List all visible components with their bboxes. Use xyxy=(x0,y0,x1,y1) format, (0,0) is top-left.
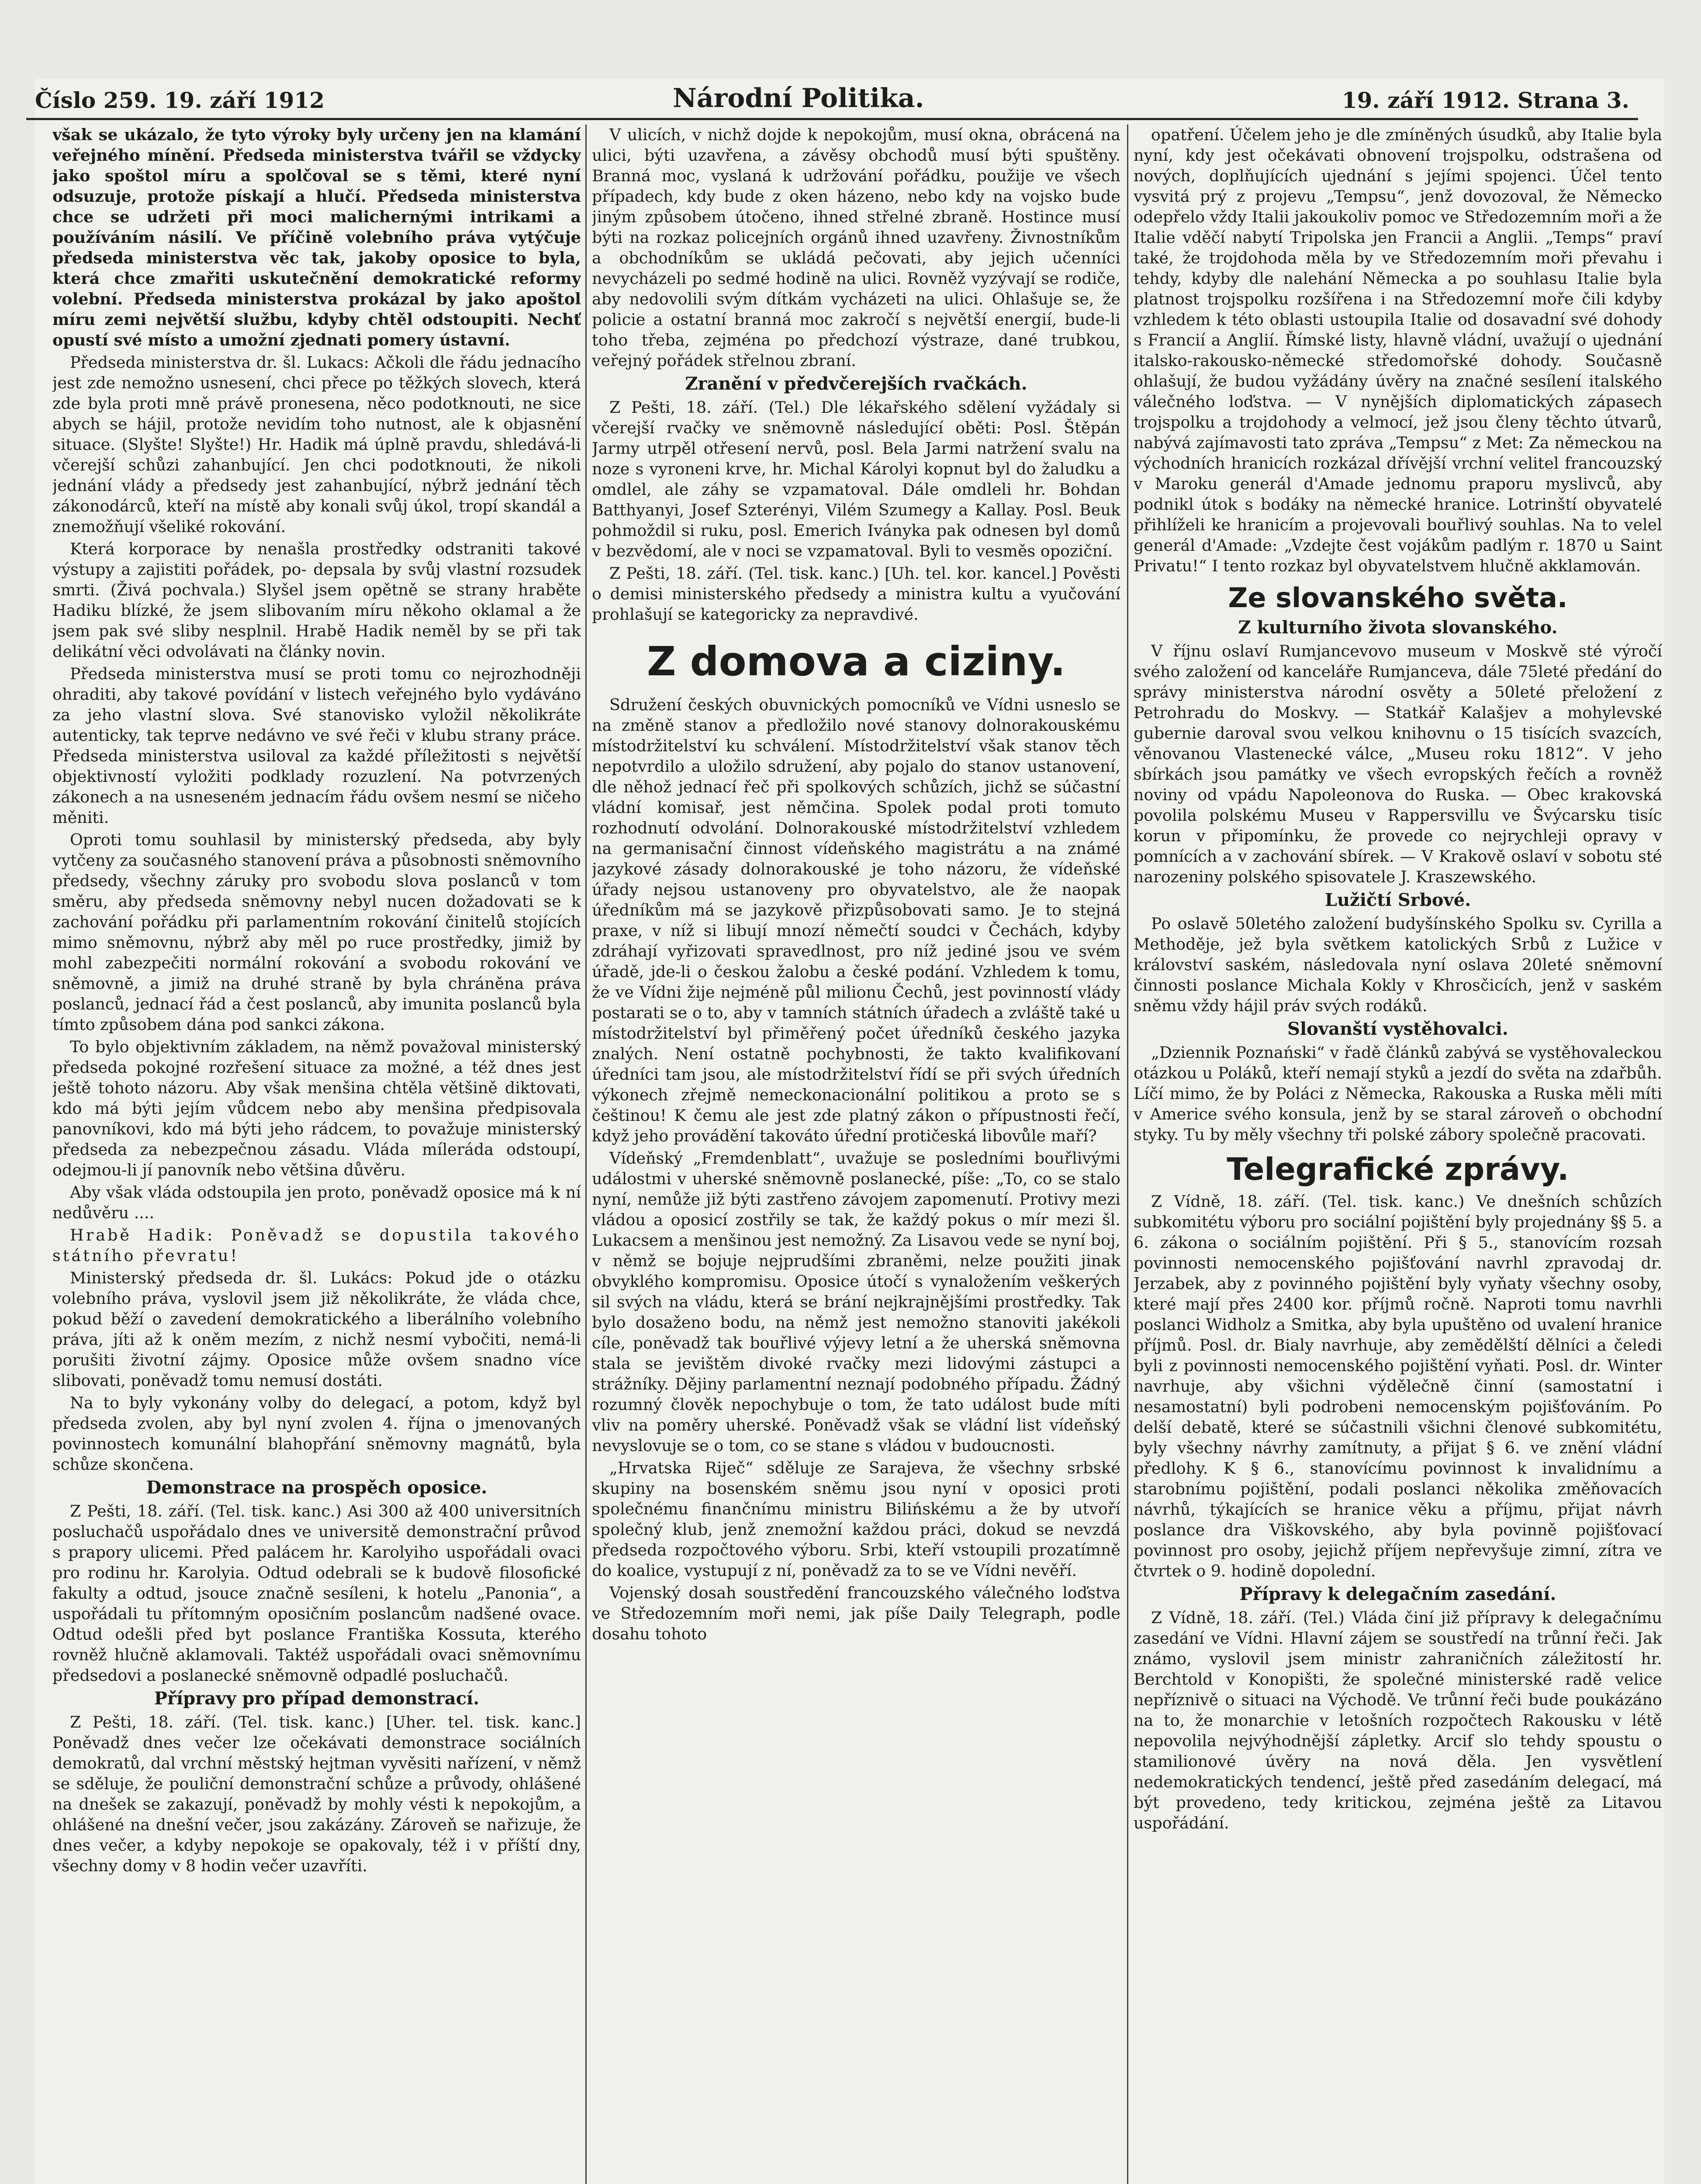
section-heading: Přípravy pro případ demonstrací. xyxy=(154,1688,480,1709)
article-paragraph: Z Pešti, 18. září. (Tel. tisk. kanc.) Asi 300 až 400 universitních posluchačů uspořádalo dnes ve universitě demonstrační průvod s prapory ulicemi. Před palácem hr. Karolyiho uspořádali ovaci pro rodinu hr. Karolyia. Odtud odebrali se k budově filosofické fakulty a odtud, jsouce značně sesíleni, k hotelu „Panonia“, a uspořádali tu přítomným oposičním poslancům nadšené ovace. Odtud odešli před byt poslance Františka Kossuta, kterého rovněž hlučně aklamovali. Taktéž uspořádali ovaci sněmovnímu předsedovi a poslanecké sněmovně odpadlé posluchačů. xyxy=(52,1502,581,1685)
article-paragraph: Hrabě Hadik: Poněvadž se dopustila takového státního převratu! xyxy=(52,1226,581,1265)
column-rule xyxy=(1127,124,1128,2184)
article-paragraph: Na to byly vykonány volby do delegací, a potom, když byl předseda zvolen, aby byl nyní zvolen 4. října o jmenovaných povinnostech komunální blahopřání sněmovny magnátů, byla schůze skončena. xyxy=(52,1393,581,1474)
article-paragraph: Po oslavě 50letého založení budyšínského Spolku sv. Cyrilla a Methoděje, jež byla světkem katolických Srbů z Lužice v království saském, následovala nyní oslava 20leté sněmovní činnosti poslance Michala Kokly v Khrosčicích, jenž v saském sněmu vždy hájil práv svých rodáků. xyxy=(1134,914,1662,1015)
section-heading: Přípravy k delegačním zasedání. xyxy=(1239,1584,1556,1604)
section-title: Z domova a ciziny. xyxy=(647,638,1066,685)
section-heading: Z kulturního života slovanského. xyxy=(1238,617,1558,638)
article-paragraph: Vojenský dosah soustředění francouzského válečného loďstva ve Středozemním moři nemi, jak píše Daily Telegraph, podle dosahu tohoto xyxy=(592,1583,1120,1643)
article-paragraph: V ulicích, v nichž dojde k nepokojům, musí okna, obrácená na ulici, býti uzavřena, a závěsy obchodů musí býti spuštěny. Branná moc, vyslaná k udržování pořádku, použije ve všech případech, kdy bude z oken házeno, nebo kdy na vojsko bude jiným způsobem útočeno, ihned střelné zbraně. Hostince musí býti na rozkaz policejních orgánů ihned uzavřeny. Živnostníkům a obchodníkům se ukládá pečovati, aby jejich učenníci nevycházeli po sedmé hodině na ulici. Rovněž vyzývají se rodiče, aby nedovolili svým dítkám vycházeti na ulici. Ohlašuje se, že policie a ostatní branná moc zakročí s největší energií, bude-li toho třeba, zejména po předchozí výstraze, dané trubkou, veřejný pořádek střelnou zbraní. xyxy=(592,125,1120,370)
article-paragraph: však se ukázalo, že tyto výroky byly určeny jen na klamání veřejného mínění. Předseda ministerstva tvářil se vždycky jako spoštol míru a spolčoval se s těmi, které nyní odsuzuje, protože pískají a hlučí. Předseda ministerstva chce se udržeti při moci malichernými intrikami a používáním násilí. Ve příčině volebního práva vytýčuje předseda ministerstva věc tak, jakoby oposice to byla, která chce zmařiti uskutečnění demokratické reformy volební. Předseda ministerstva prokázal by jako apoštol míru zemi největší službu, kdyby chtěl odstoupiti. Nechť opustí své místo a umožní zjednati pomery ústavní. xyxy=(52,125,581,349)
section-title: Ze slovanského světa. xyxy=(1228,582,1568,614)
column-1 xyxy=(52,124,581,2184)
issue-number-date: Číslo 259. 19. září 1912 xyxy=(35,87,325,113)
article-paragraph: To bylo objektivním základem, na němž považoval ministerský předseda pokojné rozřešení situace za možné, a též dnes jest ještě tohoto názoru. Aby však menšina chtěla většině diktovati, kdo má býti jejím vůdcem nebo aby menšina předpisovala panovníkovi, kdo má býti jeho rádcem, to považuje ministerský předseda za nebezpečnou zásadu. Vláda míleráda odstoupí, odejmou-li jí panovník nebo většina důvěru. xyxy=(52,1037,581,1179)
newspaper-title: Národní Politika. xyxy=(673,83,924,114)
date-page-number: 19. září 1912. Strana 3. xyxy=(1341,87,1629,113)
article-paragraph: Sdružení českých obuvnických pomocníků ve Vídni usneslo se na změně stanov a předložilo nové stanovy dolnorakouskému místodržitelství ku schválení. Místodržitelství však stanov těch nepotvrdilo a uložilo sdružení, aby pojalo do stanov ustanovení, dle něhož jednací řeč při spolkových schůzích, jichž se súčastní vládní komisař, jest němčina. Spolek podal proti tomuto rozhodnutí odvolání. Dolnorakouské místodržitelství vzhledem na germanisační činnost vídeňského magistrátu a na známé jazykové zásady dolnorakouské je toho názoru, že vídeňské úřady nejsou ustanoveny pro obyvatelstvo, ale že naopak úředníkům má se jazykově přizpůsobovati samo. Je to stejná praxe, v níž si libují mnozí němečtí soudci v Čechách, kdyby zdráhají vyřizovati spravedlnost, pro níž jediné jsou ve svém úřadě, jde-li o českou žalobu a české podání. Vzhledem k tomu, že ve Vídni žije nejméně půl milionu Čechů, jest povinností vlády postarati se o to, aby v tamních státních úřadech a zvláště také u místodržitelství byl přiměřený počet úředníků českého jazyka znalých. Není ostatně pochybnosti, že takto kvalifikovaní úředníci tam jsou, ale místodržitelství řídí se při svých úředních výkonech zřejmě nemeckonacionální politikou a proto se s češtinou! K čemu ale jest zde platný zákon o přípustnosti řečí, když jeho provádění takováto úřední protičeská libovůle maří? xyxy=(592,695,1120,1145)
masthead xyxy=(26,83,1638,120)
column-2 xyxy=(592,124,1120,2184)
article-paragraph: V říjnu oslaví Rumjancevovo museum v Moskvě sté výročí svého založení od kanceláře Rumjanceva, dále 75leté předání do správy ministerstva národní osvěty a 50leté přeložení z Petrohradu do Moskvy. — Statkář Kalašjev a mohylevské gubernie daroval svou velkou knihovnu o 15 tisících svazcích, věnovanou Vlastenecké válce, „Museu roku 1812“. V jeho sbírkách jsou památky ve všech evropských řečích a rovněž noviny od vpádu Napoleonova do Ruska. — Obec krakovská povolila polskému Museu v Rappersvillu ve Švýcarsku tisíc korun v připomínku, že provede co nejrychleji opravy v pomnících a v zachování sbírek. — V Krakově oslaví v sobotu sté narozeniny polského spisovatele J. Kraszewského. xyxy=(1134,642,1662,886)
article-paragraph: Z Pešti, 18. září. (Tel. tisk. kanc.) [Uh. tel. kor. kancel.] Pověsti o demisi ministerského předsedy a ministra kultu a vyučování prohlašují se kategoricky za nepravdivé. xyxy=(592,564,1120,624)
section-heading: Zranění v předvčerejších rvačkách. xyxy=(685,373,1027,394)
article-paragraph: Předseda ministerstva dr. šl. Lukacs: Ačkoli dle řádu jednacího jest zde nemožno usnesení, chci přece po těžkých slovech, která zde byla proti mně právě pronesena, něco podotknouti, ne sice abych se hájil, protože nevidím toho nutnost, ale k objasnění situace. (Slyšte! Slyšte!) Hr. Hadik má úplně pravdu, shledává-li včerejší schůzi zahanbující. Jen chci podotknouti, že nikoli jednání vlády a předsedy jest zahanbující, nýbrž jednání těch zákonodárců, kteří na místě aby konali svůj úkol, tropí skandál a znemožňují všeliké rokování. xyxy=(52,353,581,536)
article-paragraph: Z Pešti, 18. září. (Tel. tisk. kanc.) [Uher. tel. tisk. kanc.] Poněvadž dnes večer lze očekávati demonstrace sociálních demokratů, dal vrchní městský hejtman vyvěsiti nařízení, v němž se sděluje, že pouliční demonstrační schůze a průvody, ohlášené na dnešek se zakazují, poněvadž by mohly vésti k nepokojům, a ohlášené na dnešní večer, jsou zakázány. Zároveň se nařizuje, že dnes večer, a kdyby nepokoje se opakovaly, též i v příští dny, všechny domy v 8 hodin večer uzavříti. xyxy=(52,1713,581,1875)
article-paragraph: opatření. Účelem jeho je dle zmíněných úsudků, aby Italie byla nyní, kdy jest očekávati obnovení trojspolku, odstrašena od nových, doplňujících ujednání s jejími spojenci. Účel tento vysvitá prý z projevu „Tempsu“, jenž dovozoval, že Německo odepřelo vždy Italii jakoukoliv pomoc ve Středozemním moři a že Italie vděčí nabytí Tripolska jen Francii a Anglii. „Temps“ praví také, že trojdohoda měla by ve Středozemním moři převahu i tehdy, kdyby dle nalehání Německa a po souhlasu Italie byla platnost trojspolku rozšířena i na Středozemní moře čili kdyby vzhledem k této oblasti ustoupila Italie od dosavadní své dohody s Francií a Anglií. Římské listy, hlavně vládní, uvažují o ujednání italsko-rakousko-německé středomořské dohody. Současně ohlašují, že budou vyžádány úvěry na značné sesílení italského válečného loďstva. — V nynějších diplomatických zápasech trojspolku a trojdohody a velmocí, jež jsou členy těchto útvarů, nabývá zajímavosti tato zpráva „Tempsu“ z Met: Za německou na východních hranicích rozkázal dřívější vrchní velitel francouzský v Maroku generál d'Amade jednomu praporu myslivců, aby podnikl útok s bodáky na německé hranice. Lotrinští obyvatelé přihlíželi ke hranicím a projevovali bouřlivý souhlas. Na to velel generál d'Amade: „Vzdejte čest vojákům padlým r. 1870 u Saint Privatu!“ I tento rozkaz byl obyvatelstvem hlučně akklamován. xyxy=(1134,125,1662,575)
column-3 xyxy=(1134,124,1662,2184)
article-paragraph: Předseda ministerstva musí se proti tomu co nejrozhodněji ohraditi, aby takové povídání v listech veřejného bylo vydáváno za jeho vlastní slova. Své stanovisko vyložil několikráte autenticky, tak teprve nedávno ve své řeči v klubu strany práce. Předseda ministerstva usiloval za každé příležitosti s největší objektivností vyložiti podklady rozuzlení. Na potvrzených zákonech a na usneseném jednacím řádu ovšem nesmí se ničeho měniti. xyxy=(52,664,581,827)
article-paragraph: Z Pešti, 18. září. (Tel.) Dle lékařského sdělení vyžádaly si včerejší rvačky ve sněmovně následující oběti: Posl. Štěpán Jarmy utrpěl otřesení nervů, posl. Bela Jarmi natržení svalu na noze s vyroneni krve, hr. Michal Károlyi kopnut byl do žaludku a omdlel, ale záhy se vzpamatoval. Dále omdleli hr. Bohdan Batthyanyi, Josef Szterényi, Vilém Szumegy a Kallay. Posl. Beuk pohmoždil si ruku, posl. Emerich Iványka pak odnesen byl domů v bezvědomí, ale v noci se vzpamatoval. Byli to vesměs opoziční. xyxy=(592,398,1120,560)
article-paragraph: Oproti tomu souhlasil by ministerský předseda, aby byly vytčeny za současného stanovení práva a působnosti sněmovního předsedy, všechny záruky pro svobodu slova poslanců v tom směru, aby předseda sněmovny nebyl nucen dožadovati se k zachování pořádku při parlamentním rokování činitelů stojících mimo sněmovnu, nýbrž aby měl po ruce prostředky, jimiž by mohl zabezpečiti normální rokování a svobodu rokování ve sněmovně, a jimiž na druhé straně by byla chráněna práva poslanců, jednací řád a čest poslanců, aby imunita poslanců byla tímto způsobem dána pod sankci zákona. xyxy=(52,830,581,1034)
article-paragraph: Aby však vláda odstoupila jen proto, poněvadž oposice má k ní nedůvěru .... xyxy=(52,1183,581,1222)
section-title: Telegrafické zprávy. xyxy=(1227,1151,1569,1187)
article-paragraph: Která korporace by nenašla prostředky odstraniti takové výstupy a zajistiti pořádek, po- depsala by svůj vlastní rozsudek smrti. (Živá pochvala.) Slyšel jsem opětně se strany hraběte Hadiku blízké, že jsem slibovaním míru někoho oklamal a že jsem pak své sliby nesplnil. Hrabě Hadik neměl by se při tak delikátní věci odvolávati na články novin. xyxy=(52,539,581,661)
section-heading: Lužičtí Srbové. xyxy=(1324,890,1471,910)
article-paragraph: Ministerský předseda dr. šl. Lukács: Pokud jde o otázku volebního práva, vyslovil jsem již několikráte, že vláda chce, pokud běží o zavedení demokratického a liberálního volebního práva, jíti až k oněm mezím, z nichž nesmí vybočiti, nemá-li porušiti životní zájmy. Oposice může ovšem snadno více slibovati, poněvadž tomu nemusí dostáti. xyxy=(52,1268,581,1390)
article-paragraph: Z Vídně, 18. září. (Tel. tisk. kanc.) Ve dnešních schůzích subkomitétu výboru pro sociální pojištění byly projednány §§ 5. a 6. zákona o sociálním pojištění. Při § 5., stanovícím rozsah povinnosti nemocenského pojišťování navrhl zpravodaj dr. Jerzabek, aby z povinného pojištění byly vyňaty všechny osoby, které mají přes 2400 kor. příjmů ročně. Naproti tomu navrhli poslanci Widholz a Smitka, aby byla upuštěno od uvalení hranice příjmů. Posl. dr. Bialy navrhuje, aby zemědělští dělníci a čeledi byli z povinnosti nemocenského pojištění vyňati. Posl. dr. Winter navrhuje, aby všichni výdělečně činní (samostatní i nesamostatní) byli podrobeni nemocenským pojišťováním. Po delší debatě, které se súčastnili všichni členové subkomitétu, byly všechny návrhy zamítnuty, a přijat § 6. ve znění vládní předlohy. K § 6., stanovícímu povinnost k invalidnímu a starobnímu pojištění, podali poslanci několika změňovacích návrhů, týkajících se hranice věku a příjmu, přijat návrh poslance dra Viškovského, aby byla povinně pojišťovací povinnost pro osoby, jejichž příjem nepřevyšuje zimní, zítra ve čtvrtek o 9. hodině dopolední. xyxy=(1134,1192,1662,1580)
column-rule xyxy=(585,124,587,2184)
section-heading: Demonstrace na prospěch oposice. xyxy=(146,1477,487,1498)
article-paragraph: „Hrvatska Riječ“ sděluje ze Sarajeva, že všechny srbské skupiny na bosenském sněmu jsou nyní v oposici proti společnému finančnímu ministru Bilińskému a že by utvoří společný klub, jenž znemožní každou práci, dokud se nevzdá předseda rozpočtového výboru. Srbi, kteří vstoupili prozatímně do koalice, vystupují z ní, poněvadž za to se ve Vídni nevěří. xyxy=(592,1458,1120,1580)
article-paragraph: Z Vídně, 18. září. (Tel.) Vláda činí již přípravy k delegačnímu zasedání ve Vídni. Hlavní zájem se soustředí na trůnní řeči. Jak známo, vyslovil jsem ministr zahraničních záležitostí hr. Berchtold v Konopišti, že společné ministerské radě velice nepříznivě o situaci na Východě. Ve trůnní řeči bude poukázáno na to, že monarchie v letošních rozpočtech Rakousku v létě nepovolila nejvýhodnější zápletky. Arcif slo tehdy spoustu o stamilionové úvěry na nová děla. Jen vysvětlení nedemokratických tendencí, ještě před zasedáním delegací, má být provedeno, tedy kritickou, zejména ještě za Litavou uspořádání. xyxy=(1134,1608,1662,1832)
article-paragraph: „Dziennik Poznański“ v řadě článků zabývá se vystěhovaleckou otázkou u Poláků, kteří nemají styků a jezdí do světa na zdařbůh. Líčí mimo, že by Poláci z Německa, Rakouska a Ruska měli míti v Americe svého konsula, jenž by se staral zároveň o obchodní styky. Tu by měly všechny tři polské zábory společně pracovati. xyxy=(1134,1043,1662,1144)
section-heading: Slovanští vystěhovalci. xyxy=(1287,1019,1508,1039)
article-paragraph: Vídeňský „Fremdenblatt“, uvažuje se posledními bouřlivými událostmi v uherské sněmovně poslanecké, píše: „To, co se stalo nyní, nemůže již býti zastřeno závojem zapomenutí. Protivy mezi vládou a oposicí zostřily se tak, že každý pokus o mír mezi šl. Lukacsem a menšinou jest nemožný. Za Lisavou vede se nyní boj, v němž se bojuje nejprudšími zbraněmi, nelze použiti jinak obvyklého kompromisu. Oposice útočí s vynaložením veškerých sil svých na vládu, která se brání nejkrajnějšími prostředky. Tak bylo dosaženo bodu, na němž jest nemožno stanoviti jakékoli cíle, poněvadž tak bouřlivé výjevy letní a že uherská sněmovna stala se jevištěm divoké rvačky mezi lidovými zástupci a strážníky. Dějiny parlamentní neznají podobného případu. Žádný rozumný člověk nepochybuje o tom, že tato událost bude míti vliv na poměry uherské. Poněvadž však se vládní list vídeňský nevyslovuje se o tom, co se stane s vládou v budoucnosti. xyxy=(592,1149,1120,1455)
